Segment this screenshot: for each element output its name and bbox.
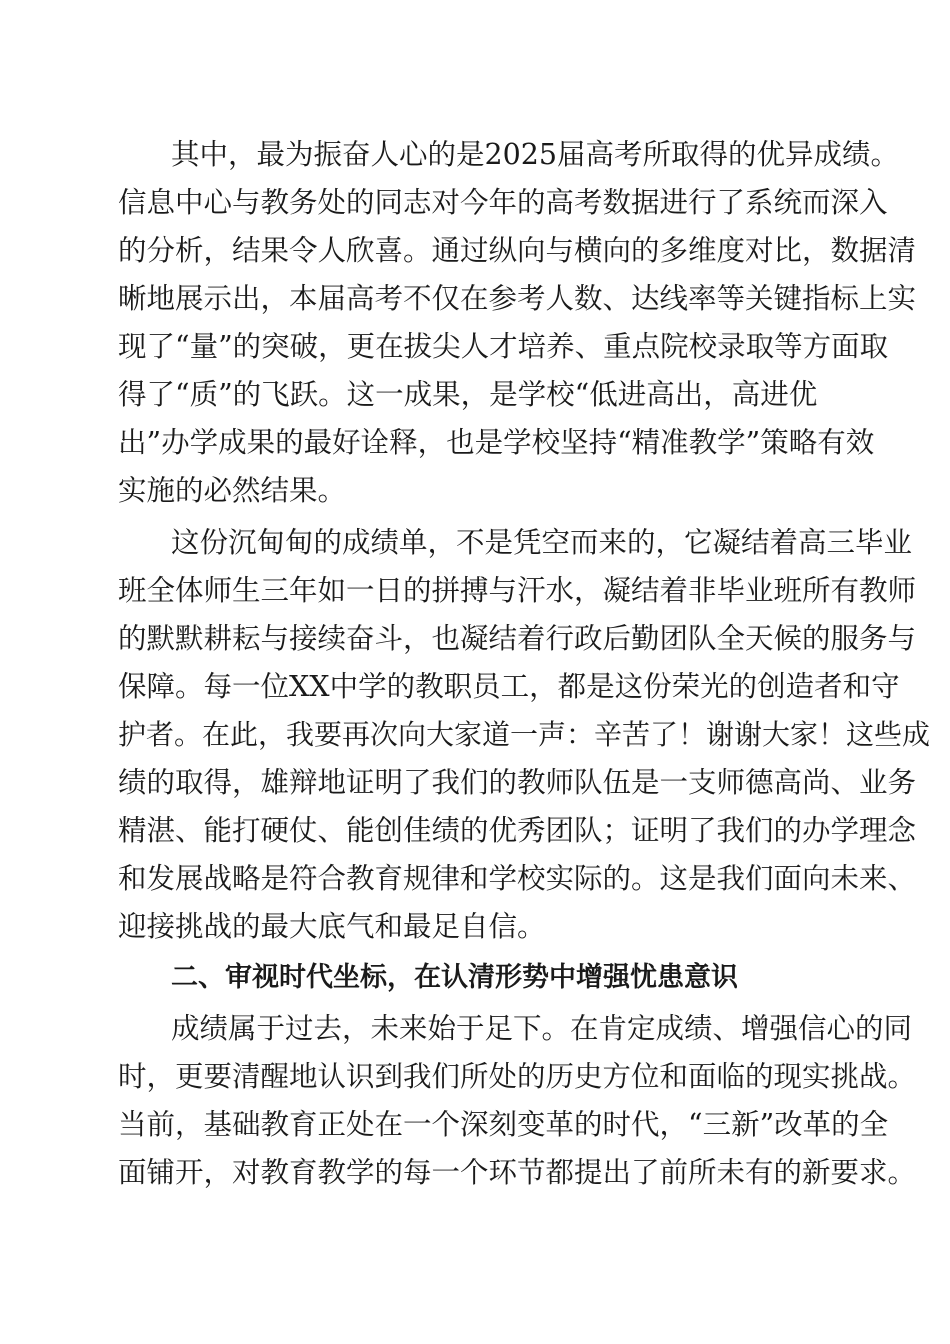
paragraph-1-line-6: 得了“质”的飞跃。这一成果，是学校“低进高出，高进优 (118, 378, 818, 411)
paragraph-1-line-2: 信息中心与教务处的同志对今年的高考数据进行了系统而深入 (118, 186, 888, 219)
paragraph-1-line-3: 的分析，结果令人欣喜。通过纵向与横向的多维度对比，数据清 (118, 234, 917, 267)
paragraph-2-line-1: 这份沉甸甸的成绩单，不是凭空而来的，它凝结着高三毕业 (171, 526, 913, 559)
paragraph-3-line-1: 成绩属于过去，未来始于足下。在肯定成绩、增强信心的同 (171, 1012, 913, 1045)
section-heading-2: 二、审视时代坐标，在认清形势中增强忧患意识 (171, 962, 738, 993)
paragraph-1-line-1: 其中，最为振奋人心的是2025届高考所取得的优异成绩。 (171, 138, 900, 171)
paragraph-2-line-4: 保障。每一位XX中学的教职员工，都是这份荣光的创造者和守 (118, 670, 900, 703)
paragraph-3-line-2: 时，更要清醒地认识到我们所处的历史方位和面临的现实挑战。 (118, 1060, 917, 1093)
paragraph-2-line-8: 和发展战略是符合教育规律和学校实际的。这是我们面向未来、 (118, 862, 917, 895)
paragraph-2-line-9: 迎接挑战的最大底气和最足自信。 (118, 910, 546, 943)
paragraph-1-line-7: 出”办学成果的最好诠释，也是学校坚持“精准教学”策略有效 (118, 426, 875, 459)
paragraph-1-line-8: 实施的必然结果。 (118, 474, 347, 507)
paragraph-1-line-4: 晰地展示出，本届高考不仅在参考人数、达线率等关键指标上实 (118, 282, 917, 315)
paragraph-2-line-2: 班全体师生三年如一日的拼搏与汗水，凝结着非毕业班所有教师 (118, 574, 917, 607)
paragraph-2-line-7: 精湛、能打硬仗、能创佳绩的优秀团队；证明了我们的办学理念 (118, 814, 917, 847)
paragraph-2-line-5: 护者。在此，我要再次向大家道一声：辛苦了！谢谢大家！这些成 (118, 718, 931, 751)
paragraph-1-line-5: 现了“量”的突破，更在拔尖人才培养、重点院校录取等方面取 (118, 330, 889, 363)
paragraph-2-line-3: 的默默耕耘与接续奋斗，也凝结着行政后勤团队全天候的服务与 (118, 622, 917, 655)
paragraph-3-line-3: 当前，基础教育正处在一个深刻变革的时代，“三新”改革的全 (118, 1108, 889, 1141)
paragraph-2-line-6: 绩的取得，雄辩地证明了我们的教师队伍是一支师德高尚、业务 (118, 766, 917, 799)
paragraph-3-line-4: 面铺开，对教育教学的每一个环节都提出了前所未有的新要求。 (118, 1156, 917, 1189)
